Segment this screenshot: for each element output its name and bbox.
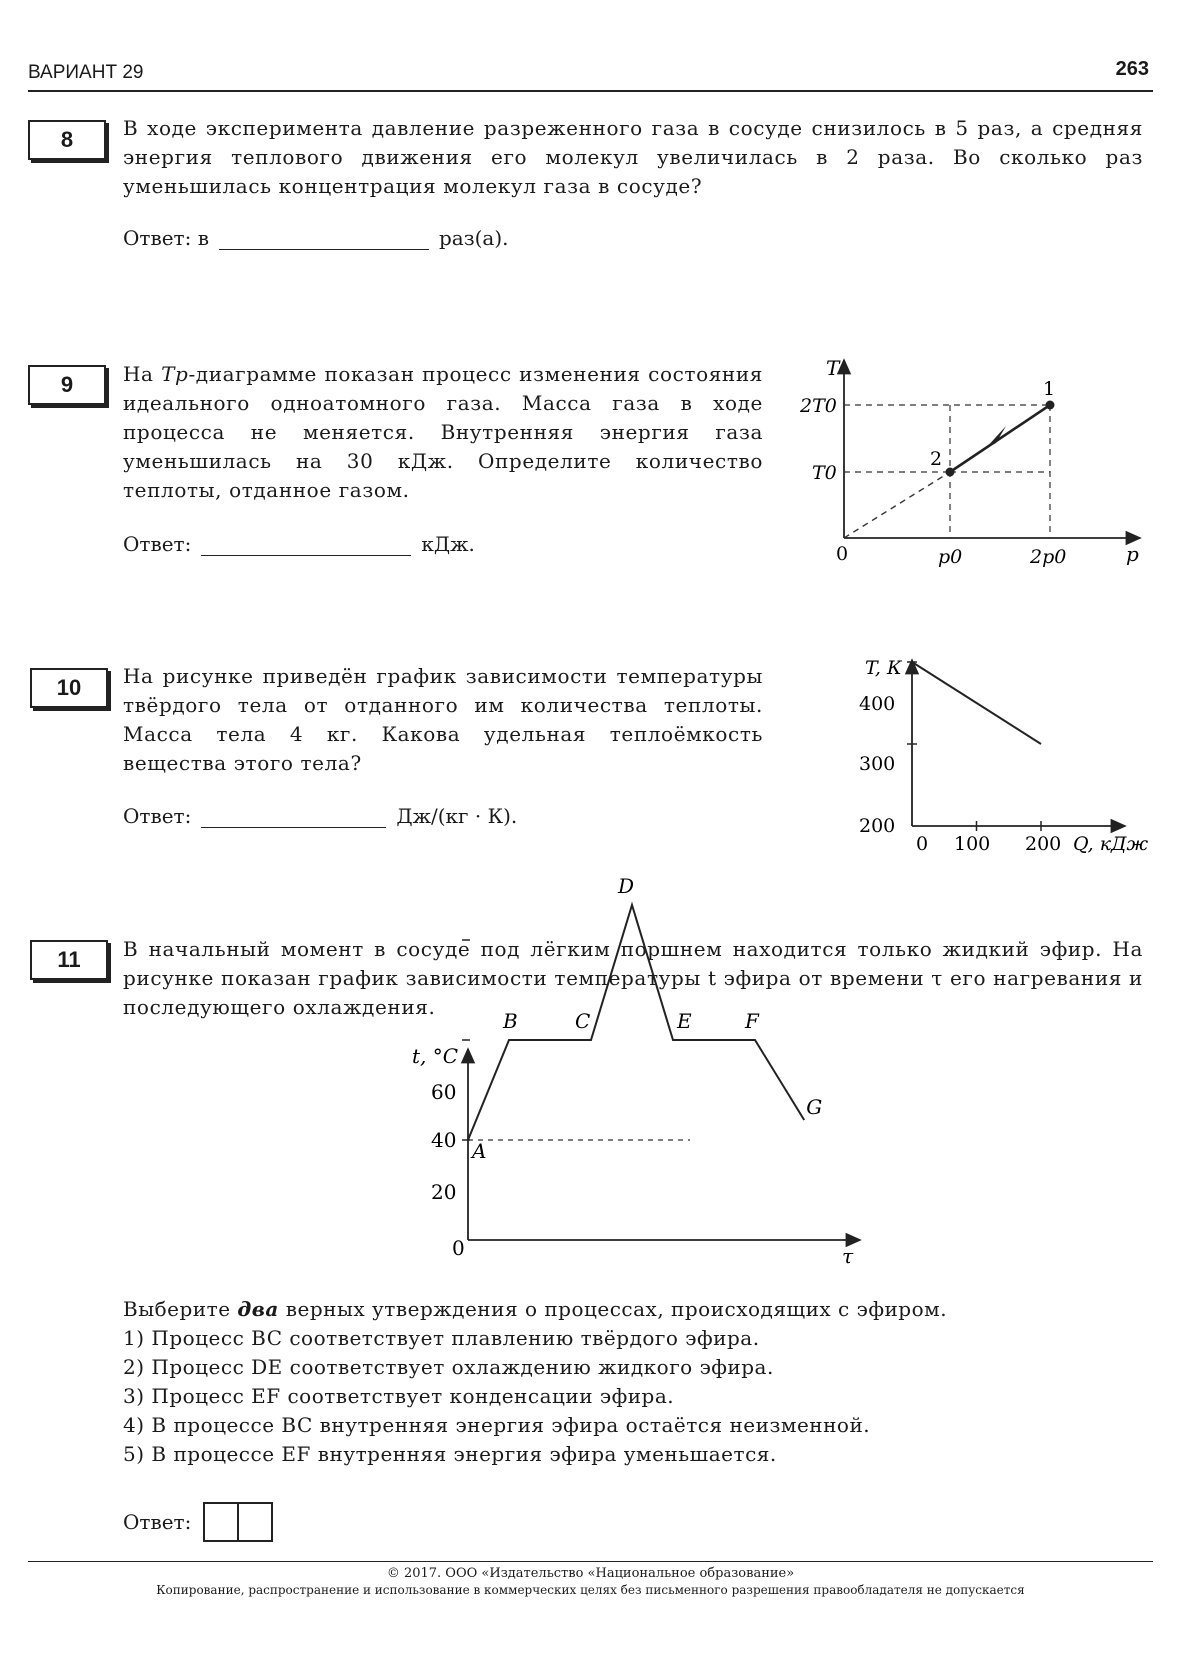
y-tick-20: 20 <box>431 1180 457 1204</box>
point-label-G: G <box>806 1095 823 1119</box>
origin-label: 0 <box>836 543 849 565</box>
question-number-10: 10 <box>30 668 108 708</box>
temperature-line <box>912 662 1041 744</box>
point-1 <box>1046 401 1055 410</box>
copyright-notice: Копирование, распространение и использование в коммерческих целях без письменного разрешения правообладателя не допускается <box>156 1583 1025 1597</box>
answer-blank-8[interactable] <box>219 227 429 250</box>
options-list <box>123 1324 870 1469</box>
t-tau-chart <box>400 874 870 1268</box>
t-axis-label: T <box>826 356 840 380</box>
answer-label: Ответ: в <box>123 226 209 250</box>
option-4: 4) В процессе BC внутренняя энергия эфира остаётся неизменной. <box>123 1413 871 1437</box>
y-tick-60: 60 <box>431 1080 457 1104</box>
question-8-answer-line <box>123 226 509 250</box>
tp-diagram <box>790 355 1150 580</box>
question-number-8: 8 <box>28 120 106 160</box>
origin-label: 0 <box>452 1236 465 1260</box>
footer-divider <box>28 1561 1153 1562</box>
question-10-text: На рисунке приведён график зависимости температуры твёрдого тела от отданного им количества теплоты. Масса тела 4 кг. Какова удельная теплоёмкость вещества этого тела? <box>123 664 763 775</box>
page-number: 263 <box>1115 58 1149 80</box>
answer-blank-10[interactable] <box>201 805 386 828</box>
y-tick-200: 200 <box>859 815 896 837</box>
y-tick-400: 400 <box>859 693 896 715</box>
x-tick-100: 100 <box>954 833 991 855</box>
option-1: 1) Процесс BC соответствует плавлению твёрдого эфира. <box>123 1326 760 1350</box>
question-number-11: 11 <box>30 940 108 980</box>
point-label-A: A <box>472 1139 487 1163</box>
point-label-C: C <box>575 1009 591 1033</box>
question-8-text: В ходе эксперимента давление разреженного газа в сосуде снизилось в 5 раз, а средняя энергия теплового движения его молекул увеличилась в 2 раза. Во сколько раз уменьшилась концентрация молекул газа в сосуде? <box>123 116 1143 198</box>
question-number-9: 9 <box>28 365 106 405</box>
header-divider <box>28 90 1153 92</box>
x-tick-200: 200 <box>1025 833 1062 855</box>
point-label-F: F <box>745 1009 759 1033</box>
question-11-prompt: Выберите два верных утверждения о процессах, происходящих с эфиром. <box>123 1297 948 1321</box>
answer-blank-9[interactable] <box>201 533 411 556</box>
answer-label: Ответ: <box>123 1510 192 1534</box>
point-1-label: 1 <box>1043 378 1056 400</box>
p0-tick-label: p0 <box>938 546 963 568</box>
t0-tick-label: T0 <box>812 462 837 484</box>
answer-unit: кДж. <box>421 532 475 556</box>
origin-dashed-line <box>844 472 950 538</box>
temp-axis-label: T, К <box>865 657 902 679</box>
answer-unit: раз(а). <box>438 226 509 250</box>
process-line-1-2 <box>950 405 1050 472</box>
point-label-D: D <box>618 874 635 898</box>
two-emphasis: два <box>237 1297 279 1321</box>
answer-unit: Дж/(кг · К). <box>396 804 518 828</box>
question-10-answer-line <box>123 804 517 828</box>
tq-chart <box>855 650 1175 860</box>
x-tick-0: 0 <box>916 833 929 855</box>
2p0-tick-label: 2p0 <box>1030 546 1067 568</box>
option-5: 5) В процессе EF внутренняя энергия эфира уменьшается. <box>123 1442 777 1466</box>
question-9-answer-line <box>123 532 475 556</box>
answer-label: Ответ: <box>123 804 192 828</box>
tq-ticks <box>907 662 1041 831</box>
y-tick-300: 300 <box>859 753 896 775</box>
y-tick-40: 40 <box>431 1128 457 1152</box>
question-9-text: На Tp-диаграмме показан процесс изменения состояния идеального одноатомного газа. Масса газа в ходе процесса не меняется. Внутренняя энергия газа уменьшилась на 30 кДж. Определите количество теплоты, отданное газом. <box>123 362 763 502</box>
tp-symbol: Tp <box>161 362 189 386</box>
temperature-axis-label: t, °C <box>412 1044 459 1068</box>
option-3: 3) Процесс EF соответствует конденсации эфира. <box>123 1384 675 1408</box>
answer-cell-2[interactable] <box>237 1502 273 1542</box>
point-label-B: B <box>503 1009 518 1033</box>
point-label-E: E <box>677 1009 692 1033</box>
p-axis-label: p <box>1126 542 1139 566</box>
2t0-tick-label: 2T0 <box>800 395 837 417</box>
q-axis-label: Q, кДж <box>1073 833 1149 855</box>
tau-axis-label: τ <box>842 1244 854 1268</box>
question-11-text: В начальный момент в сосуде под лёгким поршнем находится только жидкий эфир. На рисунке показан график зависимости температуры t эфира от времени τ его нагревания и последующего охлаждения. <box>123 937 1143 1019</box>
question-11-answer-line <box>123 1502 273 1542</box>
copyright: © 2017. ООО «Издательство «Национальное образование» <box>386 1566 795 1581</box>
option-2: 2) Процесс DE соответствует охлаждению жидкого эфира. <box>123 1355 774 1379</box>
variant-label: ВАРИАНТ 29 <box>28 62 144 83</box>
answer-cell-1[interactable] <box>203 1502 239 1542</box>
point-2-label: 2 <box>930 448 943 470</box>
answer-label: Ответ: <box>123 532 192 556</box>
point-2 <box>946 468 955 477</box>
